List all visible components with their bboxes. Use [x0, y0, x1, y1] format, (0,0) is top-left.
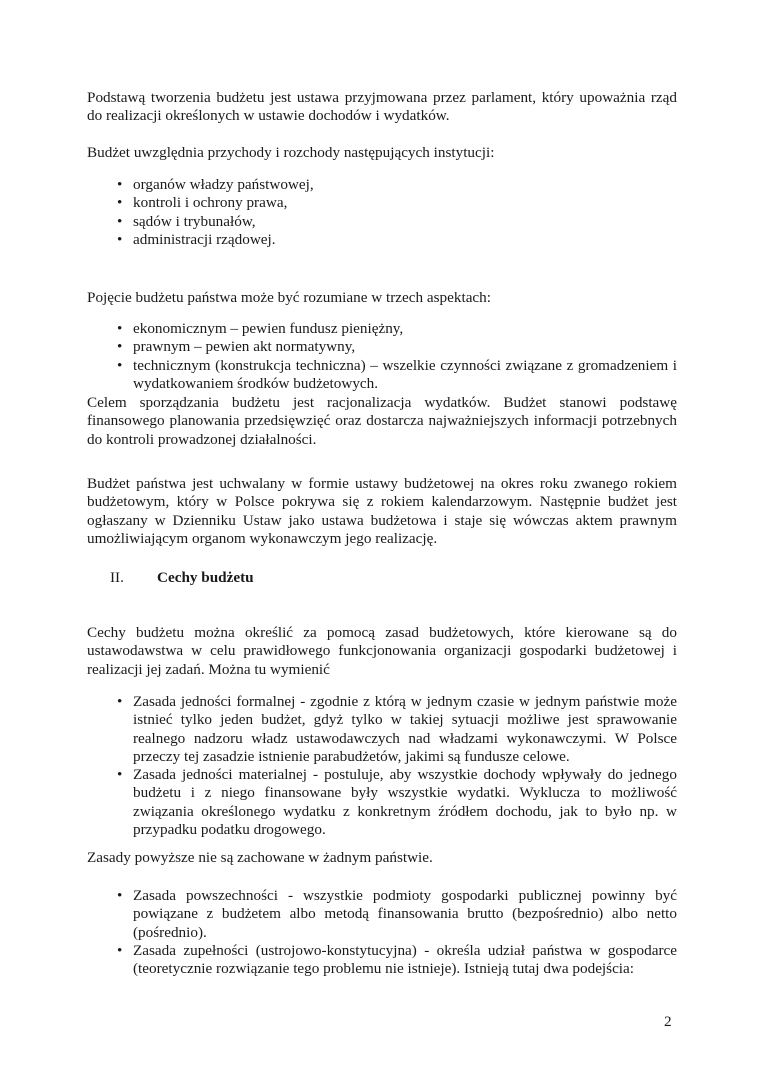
paragraph: Podstawą tworzenia budżetu jest ustawa przyjmowana przez parlament, który upoważnia rząd do realizacji określonych w ustawie dochodów i wydatków.	[87, 89, 677, 125]
list-item	[87, 357, 677, 394]
list-item-text: administracji rządowej.	[133, 230, 276, 248]
bullet-list-principles-1	[87, 693, 677, 839]
bullet-icon: •	[117, 766, 123, 784]
bullet-icon: •	[117, 230, 123, 248]
list-item-text: prawnym – pewien akt normatywny,	[133, 338, 356, 356]
page-number: 2	[664, 1013, 672, 1030]
paragraph: Zasady powyższe nie są zachowane w żadnym państwie.	[87, 849, 433, 866]
list-item	[87, 213, 677, 231]
bullet-list-principles-2	[87, 887, 677, 978]
list-item	[87, 887, 677, 942]
bullet-icon: •	[117, 176, 123, 193]
list-item-text: Zasada jedności formalnej - zgodnie z którą w jednym czasie w jednym państwie może istnieć tylko jeden budżet, gdyż tylko w takiej sytuacji możliwe jest sprawowanie realnego nadzoru władz ustawodawczych nad władzami wykonawczymi. W Polsce przeczy tej zasadzie istnienie parabudżetów, jakimi są fundusze celowe.	[133, 693, 677, 765]
list-item	[87, 320, 677, 338]
list-item	[87, 693, 677, 766]
list-item	[87, 194, 677, 212]
bullet-icon: •	[117, 212, 123, 230]
list-item	[87, 231, 677, 249]
bullet-icon: •	[117, 356, 123, 374]
list-item	[87, 338, 677, 356]
bullet-list-aspects	[87, 320, 677, 393]
list-item-text: technicznym (konstrukcja techniczna) – wszelkie czynności związane z gromadzeniem i wydatkowaniem środków budżetowych.	[133, 356, 677, 392]
list-item-text: Zasada powszechności - wszystkie podmioty gospodarki publicznej powinny być powiązane z budżetem albo metodą finansowania brutto (bezpośrednio) albo netto (pośrednio).	[133, 887, 677, 941]
bullet-icon: •	[117, 320, 123, 337]
paragraph: Pojęcie budżetu państwa może być rozumiane w trzech aspektach:	[87, 289, 491, 306]
section-title: Cechy budżetu	[157, 569, 254, 586]
list-item-text: Zasada zupełności (ustrojowo-konstytucyjna) - określa udział państwa w gospodarce (teoretycznie rozwiązanie tego problemu nie istnieje). Istnieją tutaj dwa podejścia:	[133, 941, 677, 978]
bullet-icon: •	[117, 693, 123, 710]
list-item	[87, 766, 677, 839]
paragraph: Budżet państwa jest uchwalany w formie ustawy budżetowej na okres roku zwanego rokiem budżetowym, który w Polsce pokrywa się z rokiem kalendarzowym. Następnie budżet jest ogłaszany w Dzienniku Ustaw jako ustawa budżetowa i staje się wówczas aktem prawnym umożliwiającym organom wykonawczym jego realizację.	[87, 475, 677, 547]
bullet-icon: •	[117, 338, 123, 356]
list-item-text: organów władzy państwowej,	[133, 176, 314, 193]
bullet-list-institutions	[87, 176, 677, 249]
list-item-text: kontroli i ochrony prawa,	[133, 194, 288, 212]
paragraph: Budżet uwzględnia przychody i rozchody następujących instytucji:	[87, 144, 495, 161]
list-item	[87, 176, 677, 194]
paragraph: Cechy budżetu można określić za pomocą zasad budżetowych, które kierowane są do ustawodawstwa w celu prawidłowego funkcjonowania organizacji gospodarki budżetowej i realizacji jej zadań. Można tu wymienić	[87, 624, 677, 678]
list-item	[87, 942, 677, 979]
paragraph: Celem sporządzania budżetu jest racjonalizacja wydatków. Budżet stanowi podstawę finansowego planowania przedsięwzięć oraz dostarcza najważniejszych informacji potrzebnych do kontroli prowadzonej działalności.	[87, 394, 677, 448]
section-number: II.	[110, 569, 124, 586]
list-item-text: sądów i trybunałów,	[133, 212, 256, 230]
bullet-icon: •	[117, 887, 123, 904]
bullet-icon: •	[117, 941, 123, 959]
bullet-icon: •	[117, 194, 123, 212]
list-item-text: ekonomicznym – pewien fundusz pieniężny,	[133, 320, 404, 337]
list-item-text: Zasada jedności materialnej - postuluje, aby wszystkie dochody wpływały do jednego budżetu i z niego finansowane były wszystkie wydatki. Wyklucza to możliwość związania określonego wydatku z konkretnym źródłem dochodu, jak to było np. w przypadku podatku drogowego.	[133, 766, 677, 839]
